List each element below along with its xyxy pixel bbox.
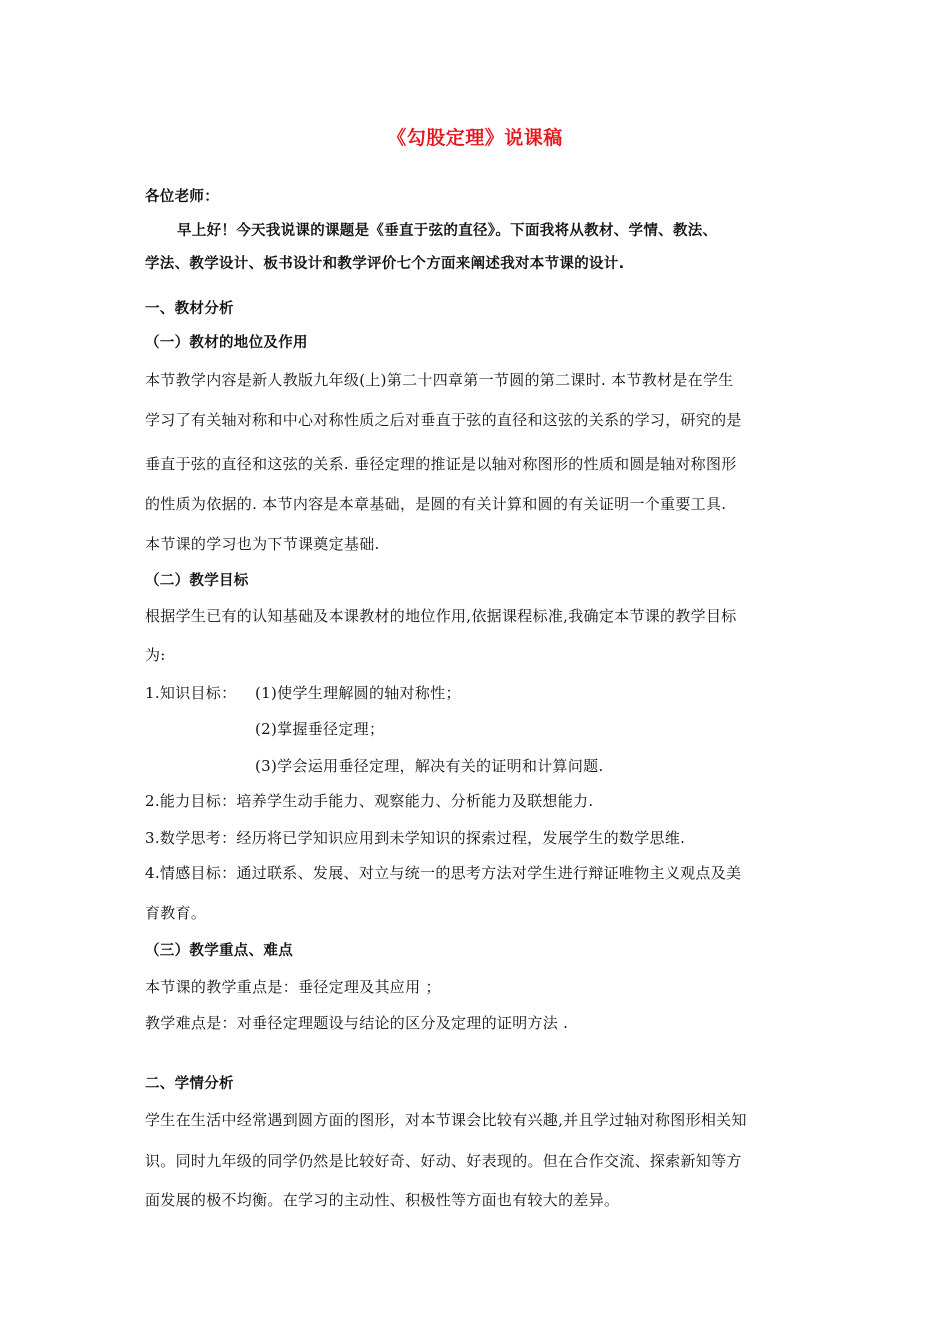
knowledge-objective-item: (1)使学生理解圆的轴对称性； (255, 684, 461, 702)
emotion-objective-line-2: 育教育。 (145, 904, 207, 922)
greeting: 各位老师： (145, 189, 219, 205)
math-thinking-objective: 3.数学思考：经历将已学知识应用到未学知识的探索过程，发展学生的数学思维. (145, 829, 686, 847)
knowledge-objective-label: 1.知识目标： (145, 684, 237, 702)
section-heading-student-analysis: 二、学情分析 (145, 1076, 234, 1092)
paragraph-line: 根据学生已有的认知基础及本课教材的地位作用,依据课程标准,我确定本节课的教学目标 (145, 607, 737, 625)
emotion-objective-line-1: 4.情感目标：通过联系、发展、对立与统一的思考方法对学生进行辩证唯物主义观点及美 (145, 864, 742, 882)
knowledge-objective-item: (3)学会运用垂径定理，解决有关的证明和计算问题. (255, 757, 604, 775)
section-heading-materials: 一、教材分析 (145, 301, 234, 317)
difficulty-text: 教学难点是：对垂径定理题设与结论的区分及定理的证明方法 . (145, 1014, 569, 1032)
intro-line-2: 学法、教学设计、板书设计和教学评价七个方面来阐述我对本节课的设计. (145, 256, 625, 272)
paragraph-line: 为: (145, 646, 166, 664)
paragraph-line: 学生在生活中经常遇到圆方面的图形，对本节课会比较有兴趣,并且学过轴对称图形相关知 (145, 1111, 747, 1129)
paragraph-line: 面发展的极不均衡。在学习的主动性、积极性等方面也有较大的差异。 (145, 1191, 620, 1209)
knowledge-objective-row (145, 683, 810, 703)
subsection-heading-key-points: （三）教学重点、难点 (145, 943, 293, 959)
key-point-text: 本节课的教学重点是：垂径定理及其应用 ； (145, 978, 441, 996)
subsection-heading-objectives: （二）教学目标 (145, 573, 249, 589)
paragraph-line: 学习了有关轴对称和中心对称性质之后对垂直于弦的直径和这弦的关系的学习，研究的是 (145, 411, 742, 429)
paragraph-line: 本节教学内容是新人教版九年级(上)第二十四章第一节圆的第二课时. 本节教材是在学生 (145, 371, 734, 389)
knowledge-objective-item: (2)掌握垂径定理； (255, 720, 385, 738)
intro-line-1: 早上好！今天我说课的课题是《垂直于弦的直径》。下面我将从教材、学情、教法、 (177, 223, 718, 239)
paragraph-line: 垂直于弦的直径和这弦的关系. 垂径定理的推证是以轴对称图形的性质和圆是轴对称图形 (145, 455, 737, 473)
ability-objective: 2.能力目标：培养学生动手能力、观察能力、分析能力及联想能力. (145, 792, 594, 810)
subsection-heading-position: （一）教材的地位及作用 (145, 335, 308, 351)
paragraph-line: 的性质为依据的. 本节内容是本章基础，是圆的有关计算和圆的有关证明一个重要工具. (145, 495, 727, 513)
paragraph-line: 本节课的学习也为下节课奠定基础. (145, 535, 380, 553)
paragraph-line: 识。同时九年级的同学仍然是比较好奇、好动、好表现的。但在合作交流、探索新知等方 (145, 1152, 742, 1170)
document-title: 《勾股定理》说课稿 (387, 127, 563, 149)
